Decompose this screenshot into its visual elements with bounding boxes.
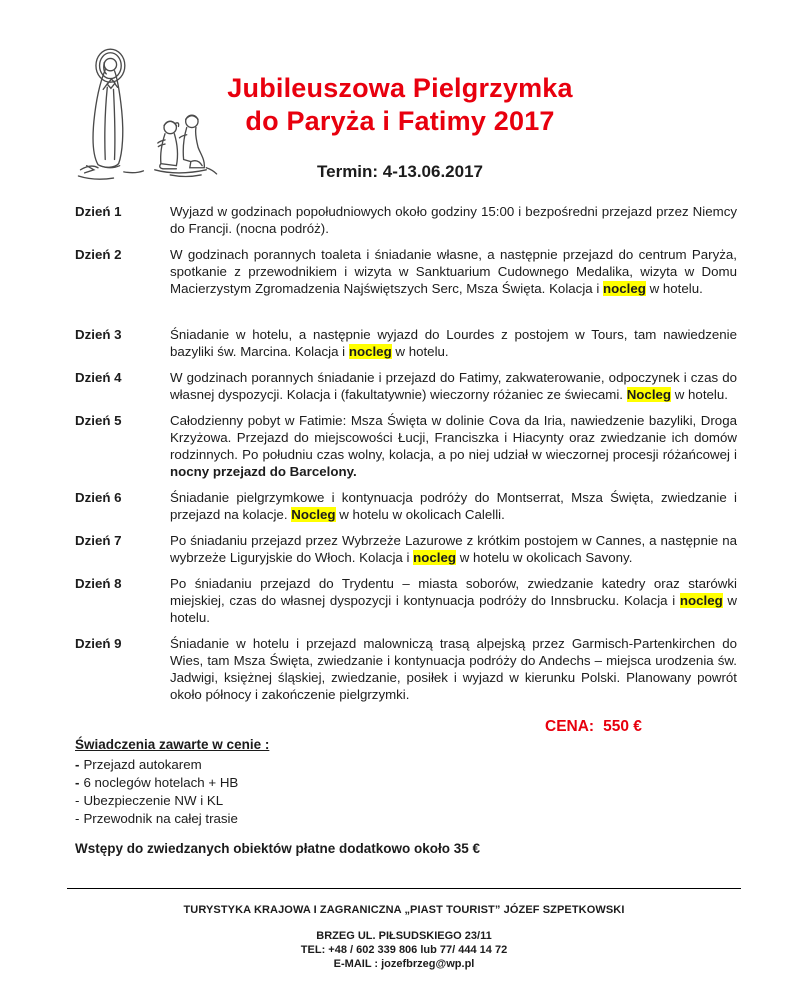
marian-apparition-illustration: [72, 44, 222, 209]
service-item-label: Przejazd autokarem: [83, 757, 202, 772]
day-description: Całodzienny pobyt w Fatimie: Msza Święta w dolinie Cova da Iria, nawiedzenie bazyliki, Droga Krzyżowa. Przejazd do miejscowości Łucji, Franciszka i Hiacynty oraz zwiedzanie ich domów rodzinnych. Po południu czas wolny, kolacja, a po niej udział w wieczornej procesji różańcowej i nocny przejazd do Barcelony.: [170, 413, 737, 479]
agency-address: BRZEG UL. PIŁSUDSKIEGO 23/11: [316, 930, 492, 942]
highlighted-word: nocleg: [679, 593, 723, 608]
agency-email: E-MAIL : jozefbrzeg@wp.pl: [333, 958, 475, 970]
footer: [67, 888, 741, 971]
day-label: Dzień 5: [75, 413, 122, 428]
day-label: Dzień 6: [75, 490, 122, 505]
service-item-dash: -: [75, 811, 80, 826]
service-item-dash: -: [75, 793, 80, 808]
page-title-line2: do Paryża i Fatimy 2017: [245, 106, 555, 136]
day-description: Wyjazd w godzinach popołudniowych około godziny 15:00 i bezpośredni przejazd przez Niemcy do Francji. (nocna podróż).: [170, 204, 737, 236]
trip-term: Termin: 4-13.06.2017: [317, 162, 483, 181]
itinerary-day-row: [75, 246, 737, 297]
day-description: W godzinach porannych śniadanie i przejazd do Fatimy, zakwaterowanie, odpoczynek i czas do własnej dyspozycji. Kolacja i (fakultatywnie) wieczorny różaniec ze świecami. Nocleg w hotelu.: [170, 370, 737, 402]
agency-name: TURYSTYKA KRAJOWA I ZAGRANICZNA „PIAST TOURIST” JÓZEF SZPETKOWSKI: [183, 904, 625, 916]
price-value: 550 €: [603, 718, 642, 735]
itinerary: [0, 203, 800, 703]
day-label: Dzień 9: [75, 636, 122, 651]
day-label: Dzień 3: [75, 327, 122, 342]
service-item: [75, 756, 737, 774]
agency-phone: TEL: +48 / 602 339 806 lub 77/ 444 14 72: [300, 944, 508, 956]
day-description: Po śniadaniu przejazd do Trydentu – miasta soborów, zwiedzanie katedry oraz starówki miejskiej, czas do własnej dyspozycji i kontynuacja podróży do Innsbrucku. Kolacja i nocleg w hotelu.: [170, 576, 737, 625]
bold-phrase: nocny przejazd do Barcelony.: [170, 464, 357, 479]
day-label: Dzień 7: [75, 533, 122, 548]
itinerary-day-row: [75, 532, 737, 566]
day-description: Śniadanie w hotelu, a następnie wyjazd do Lourdes z postojem w Tours, tam nawiedzenie bazyliki św. Marcina. Kolacja i nocleg w hotelu.: [170, 327, 737, 359]
highlighted-word: nocleg: [413, 550, 456, 565]
service-item: [75, 792, 737, 810]
day-label: Dzień 8: [75, 576, 122, 591]
services-list: [75, 756, 737, 828]
day-label: Dzień 4: [75, 370, 122, 385]
itinerary-day-row: [75, 635, 737, 703]
services-section: [75, 737, 737, 856]
price-line: [545, 718, 800, 736]
day-label: Dzień 2: [75, 247, 122, 262]
service-item-dash: -: [75, 757, 80, 772]
price-label: CENA:: [545, 718, 595, 735]
service-item: [75, 774, 737, 792]
services-heading: Świadczenia zawarte w cenie :: [75, 737, 270, 752]
highlighted-word: Nocleg: [291, 507, 336, 522]
page-title-line1: Jubileuszowa Pielgrzymka: [227, 73, 573, 103]
highlighted-word: Nocleg: [626, 387, 672, 402]
itinerary-day-row: [75, 326, 737, 360]
extra-fees-note: Wstępy do zwiedzanych obiektów płatne dodatkowo około 35 €: [75, 841, 481, 856]
day-description: Po śniadaniu przejazd przez Wybrzeże Lazurowe z krótkim postojem w Cannes, a następnie na wybrzeże Liguryjskie do Włoch. Kolacja i nocleg w hotelu w okolicach Savony.: [170, 533, 737, 565]
highlighted-word: nocleg: [348, 344, 392, 359]
service-item-label: Przewodnik na całej trasie: [83, 811, 238, 826]
highlighted-word: nocleg: [603, 281, 646, 296]
itinerary-day-row: [75, 369, 737, 403]
service-item-label: 6 noclegów hotelach + HB: [83, 775, 239, 790]
day-label: Dzień 1: [75, 204, 122, 219]
day-description: W godzinach porannych toaleta i śniadanie własne, a następnie przejazd do centrum Paryża, spotkanie z przewodnikiem i wizyta w Sanktuarium Cudownego Medalika, wizyta w Domu Macierzystym Zgromadzenia Najświętszych Serc, Msza Święta. Kolacja i nocleg w hotelu.: [170, 247, 737, 296]
itinerary-day-row: [75, 412, 737, 480]
itinerary-day-row: [75, 575, 737, 626]
service-item: [75, 810, 737, 828]
day-description: Śniadanie w hotelu i przejazd malowniczą trasą alpejską przez Garmisch-Partenkirchen do Wies, tam Msza Święta, zwiedzanie i kontynuacja podróży do Andechs – miejsca urodzenia św. Jadwigi, księżnej śląskiej, zwiedzanie, posiłek i wyjazd w kierunku Polski. Planowany powrót około północy i zakończenie pielgrzymki.: [170, 636, 737, 702]
day-description: Śniadanie pielgrzymkowe i kontynuacja podróży do Montserrat, Msza Święta, zwiedzanie i przejazd na kolacje. Nocleg w hotelu w okolicach Calelli.: [170, 490, 737, 522]
service-item-dash: -: [75, 775, 80, 790]
service-item-label: Ubezpieczenie NW i KL: [83, 793, 224, 808]
itinerary-day-row: [75, 489, 737, 523]
